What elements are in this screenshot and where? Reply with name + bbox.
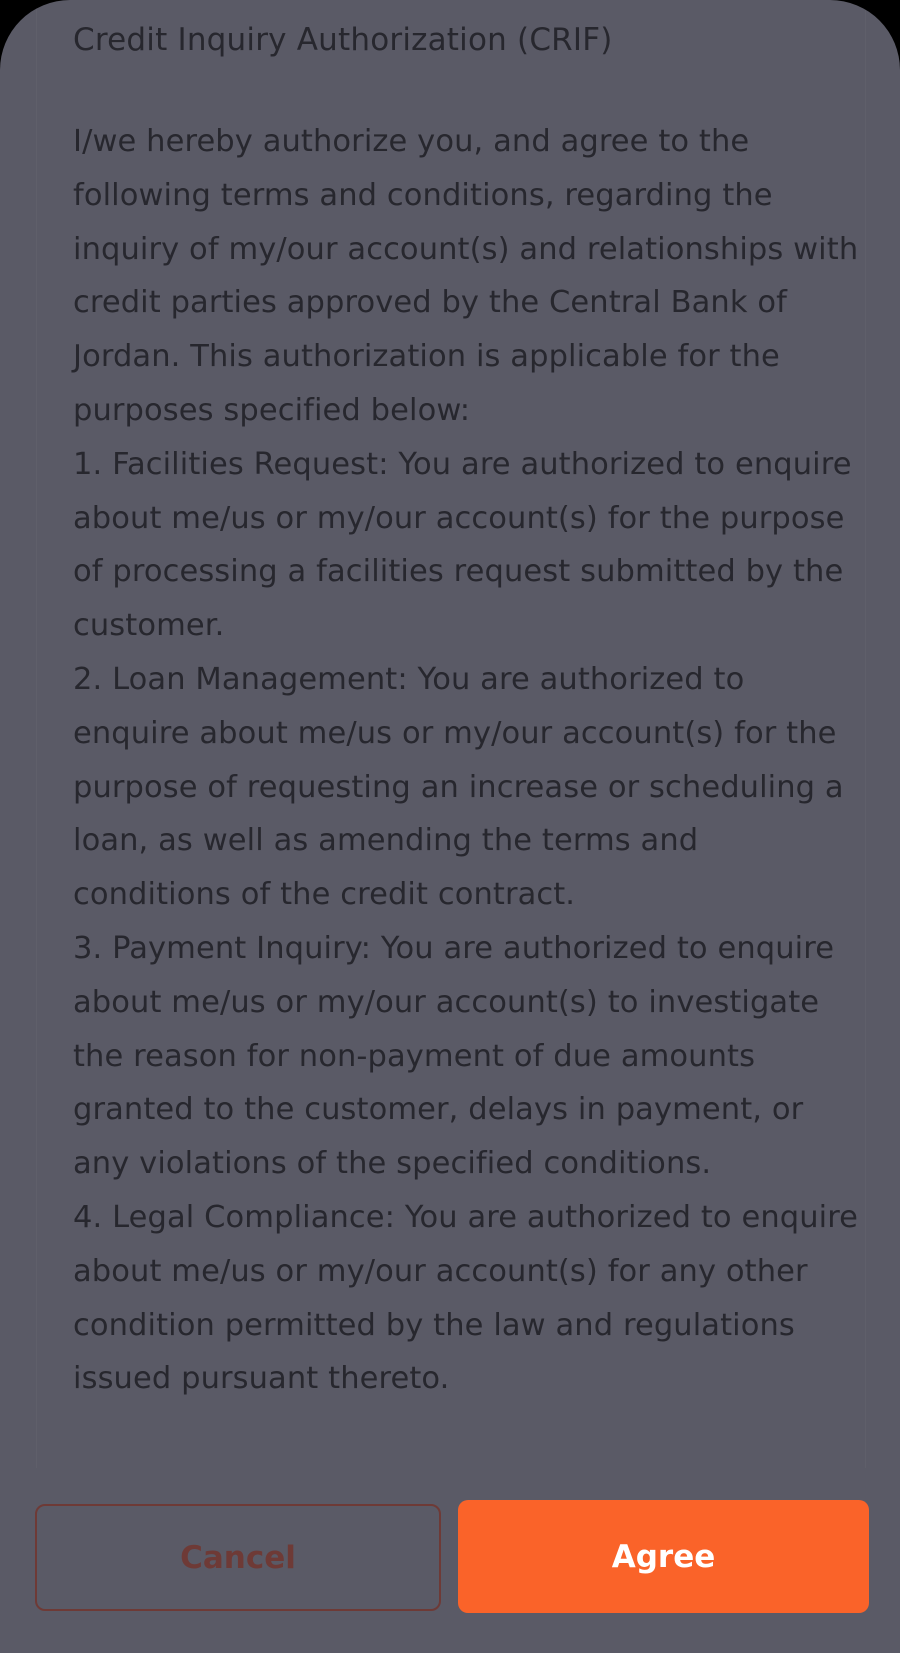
agree-button[interactable]: Agree [458, 1500, 869, 1613]
cancel-button[interactable]: Cancel [35, 1504, 441, 1611]
dialog-title: Credit Inquiry Authorization (CRIF) [73, 22, 613, 58]
terms-body-text: I/we hereby authorize you, and agree to the following terms and conditions, regarding the inquiry of my/our account(s) and relationships with credit parties approved by the Central Bank of Jordan. This authorization is applicable for the purposes specified below: 1. Facilities Request: You are authorized to enquire about me/us or my/our account(s) for the purpose of processing a facilities request submitted by the customer. 2. Loan Management: You are authorized to enquire about me/us or my/our account(s) for the purpose of requesting an increase or scheduling a loan, as well as amending the terms and conditions of the credit contract. 3. Payment Inquiry: You are authorized to enquire about me/us or my/our account(s) to investigate the reason for non-payment of due amounts granted to the customer, delays in payment, or any violations of the specified conditions. 4. Legal Compliance: You are authorized to enquire about me/us or my/our account(s) for any other condition permitted by the law and regulations issued pursuant thereto. [73, 124, 859, 1397]
dialog-footer [0, 1468, 900, 1653]
terms-scroll-area[interactable] [36, 0, 866, 1468]
